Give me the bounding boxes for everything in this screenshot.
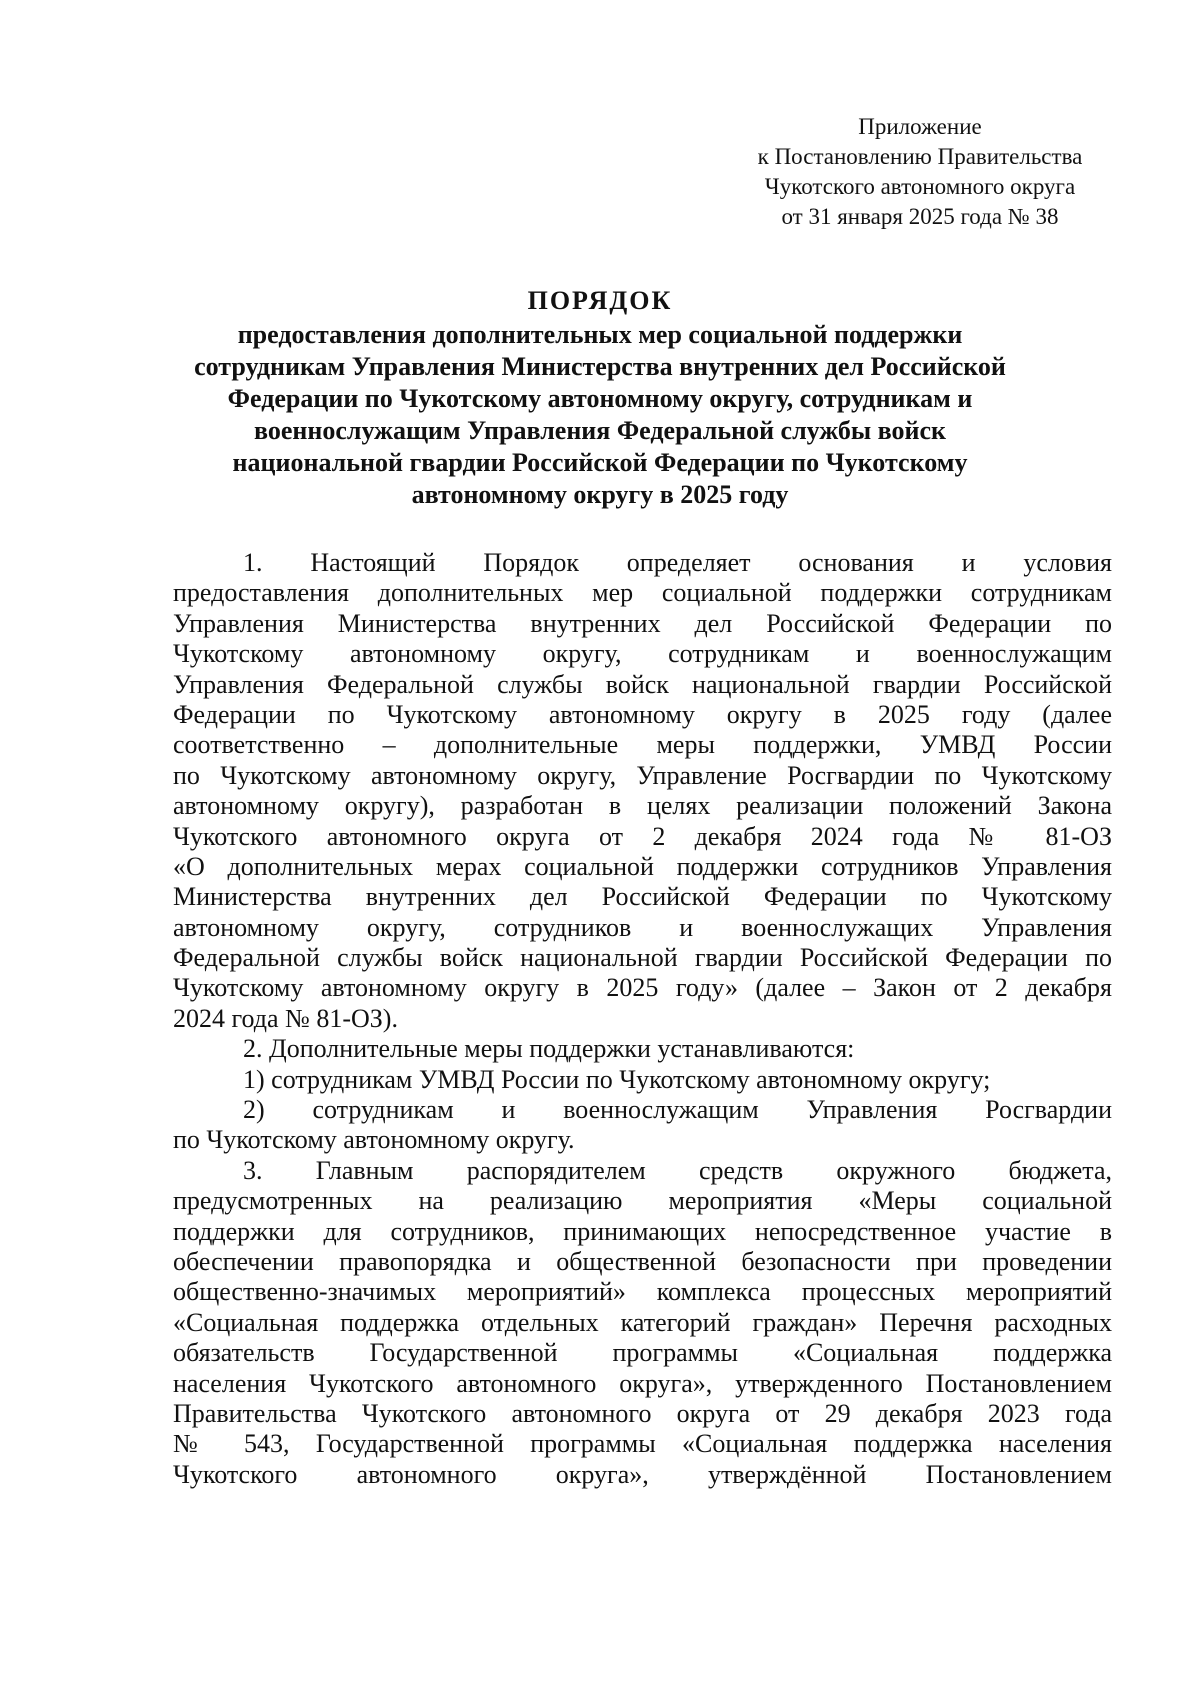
body-line: 2024 года № 81-ОЗ). bbox=[173, 1003, 398, 1033]
body-line: Управления Федеральной службы войск национальной гвардии Российской bbox=[173, 669, 1112, 699]
appendix-line: Приложение bbox=[858, 114, 982, 139]
subtitle-line: военнослужащим Управления Федеральной службы войск bbox=[253, 416, 947, 445]
body-line: автономному округу), разработан в целях реализации положений Закона bbox=[173, 791, 1112, 821]
body-line: автономному округу, сотрудников и военнослужащих Управления bbox=[173, 912, 1112, 942]
subtitle-line: автономному округу в 2025 году bbox=[411, 480, 789, 509]
body-line: Федерации по Чукотскому автономному округу в 2025 году (далее bbox=[173, 699, 1112, 729]
body-line: Правительства Чукотского автономного округа от 29 декабря 2023 года bbox=[173, 1398, 1112, 1428]
body-line: обязательств Государственной программы «Социальная поддержка bbox=[173, 1338, 1112, 1368]
document-body bbox=[173, 548, 1112, 1490]
body-line: Чукотскому автономному округу в 2025 году» (далее – Закон от 2 декабря bbox=[173, 973, 1112, 1003]
body-line: населения Чукотского автономного округа», утвержденного Постановлением bbox=[173, 1368, 1112, 1398]
appendix-line: Чукотского автономного округа bbox=[764, 174, 1076, 199]
body-line: 1. Настоящий Порядок определяет основания и условия bbox=[243, 548, 1112, 577]
document-title: ПОРЯДОК bbox=[527, 286, 673, 315]
body-line: поддержки для сотрудников, принимающих непосредственное участие в bbox=[173, 1216, 1112, 1246]
appendix-header bbox=[740, 112, 1100, 232]
document-subtitle bbox=[150, 319, 1050, 511]
body-line: обеспечении правопорядка и общественной безопасности при проведении bbox=[173, 1246, 1112, 1276]
title-block bbox=[150, 283, 1050, 511]
body-line: Федеральной службы войск национальной гвардии Российской Федерации по bbox=[173, 943, 1112, 973]
body-line: Чукотского автономного округа от 2 декабря 2024 года № 81-ОЗ bbox=[173, 821, 1112, 851]
body-line: 3. Главным распорядителем средств окружного бюджета, bbox=[243, 1155, 1112, 1185]
appendix-line: от 31 января 2025 года № 38 bbox=[781, 204, 1059, 229]
subtitle-line: предоставления дополнительных мер социальной поддержки bbox=[237, 320, 963, 349]
body-line: № 543, Государственной программы «Социальная поддержка населения bbox=[173, 1429, 1112, 1459]
body-line: предусмотренных на реализацию мероприятия «Меры социальной bbox=[173, 1186, 1112, 1216]
subtitle-line: Федерации по Чукотскому автономному округу, сотрудникам и bbox=[227, 384, 973, 413]
body-line: 1) сотрудникам УМВД России по Чукотскому автономному округу; bbox=[243, 1064, 991, 1094]
body-line: предоставления дополнительных мер социальной поддержки сотрудникам bbox=[173, 578, 1112, 608]
body-line: по Чукотскому автономному округу, Управление Росгвардии по Чукотскому bbox=[173, 760, 1112, 790]
body-line: соответственно – дополнительные меры поддержки, УМВД России bbox=[173, 730, 1112, 760]
subtitle-line: сотрудникам Управления Министерства внутренних дел Российской bbox=[194, 352, 1006, 381]
body-line: Управления Министерства внутренних дел Российской Федерации по bbox=[173, 608, 1112, 638]
body-line: Министерства внутренних дел Российской Федерации по Чукотскому bbox=[173, 882, 1112, 912]
body-line: общественно-значимых мероприятий» комплекса процессных мероприятий bbox=[173, 1277, 1112, 1307]
body-line: Чукотского автономного округа», утверждённой Постановлением bbox=[173, 1459, 1112, 1489]
body-line: Чукотскому автономному округу, сотрудникам и военнослужащим bbox=[173, 639, 1112, 669]
body-line: по Чукотскому автономному округу. bbox=[173, 1125, 575, 1155]
body-line: 2. Дополнительные меры поддержки устанавливаются: bbox=[243, 1034, 855, 1064]
body-line: «Социальная поддержка отдельных категорий граждан» Перечня расходных bbox=[173, 1307, 1112, 1337]
appendix-line: к Постановлению Правительства bbox=[757, 144, 1083, 169]
body-line: «О дополнительных мерах социальной поддержки сотрудников Управления bbox=[173, 851, 1112, 881]
body-line: 2) сотрудникам и военнослужащим Управления Росгвардии bbox=[243, 1095, 1112, 1125]
subtitle-line: национальной гвардии Российской Федерации по Чукотскому bbox=[232, 448, 968, 477]
